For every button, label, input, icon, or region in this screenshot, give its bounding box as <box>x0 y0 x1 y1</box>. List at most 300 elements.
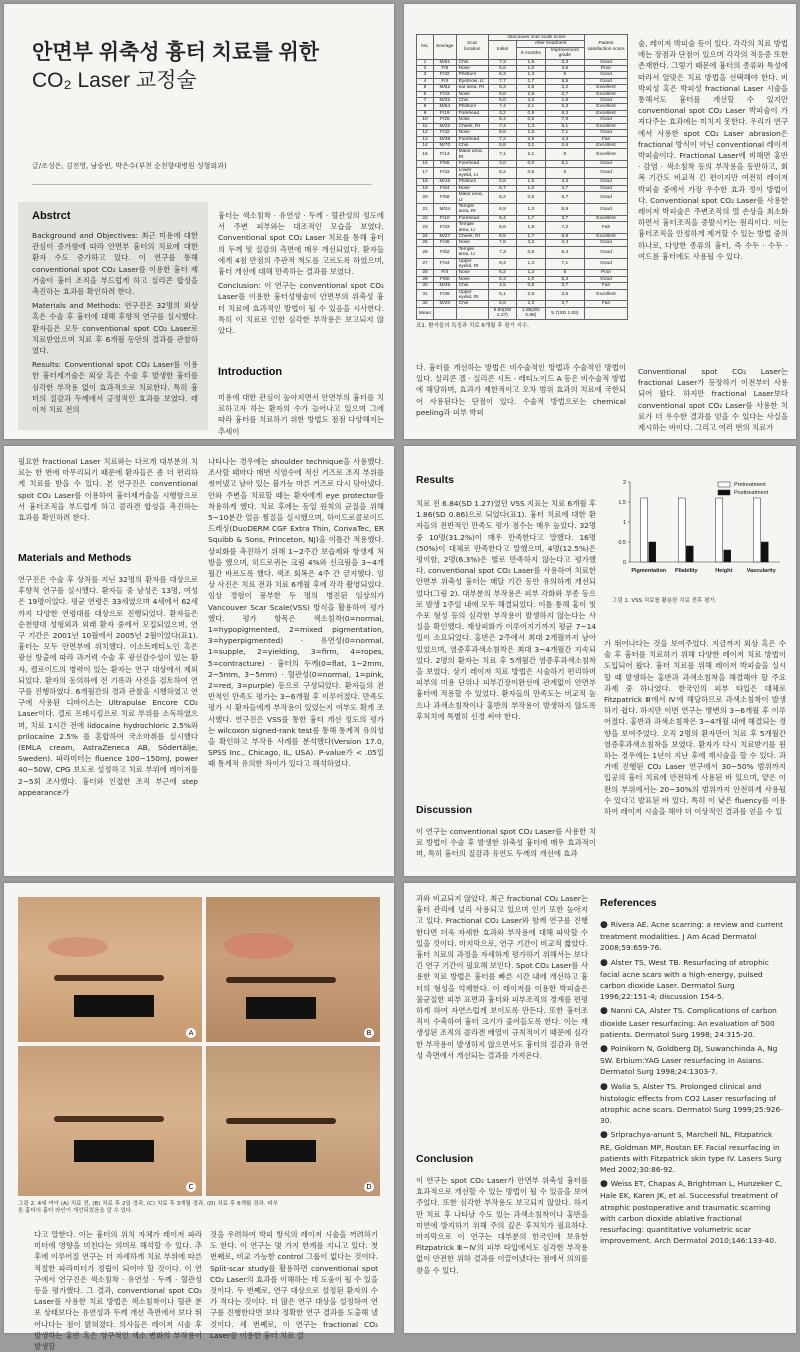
table-cell: 4,3 <box>545 179 584 185</box>
photo-label-c: C <box>186 1182 196 1192</box>
abstract-background: Background and Objectives: 최근 미용에 대한 관심이 증가함에 따라 안면부 흉터의 치료에 대한 환자 수도 증가하고 있다. 이 연구를 통해 conventional spot CO₂ Laser를 이용한 흉터 제거술이 흉터 조직을 부드럽게 하고 실리콘 합성을 촉진하는 효과를 확인하려 한다. <box>32 231 198 297</box>
table-cell: Chin <box>456 98 488 104</box>
reference-text: Rivera AE. Acne scarring: a review and current treatment modalities. J Am Acad Dermatol 2008;59:659-76. <box>600 920 783 953</box>
table-cell: 7,4 <box>488 123 516 129</box>
references-heading: References <box>600 897 657 909</box>
col-group-after: After treatment <box>517 41 585 47</box>
table-cell: M/34 <box>434 203 457 215</box>
abstract-results: Results: Conventional spot CO₂ Laser를 이용한 흉터제거술은 외상 혹은 수술 후 발생한 흉터를 심각한 부작용 없이 효과적으로 치료한다. 특히 흉터의 질감과 두께에서 긍정적인 효과를 보였다. 레이저 치료 전의 <box>32 360 198 415</box>
table-cell: F/10 <box>434 215 457 221</box>
table-cell: Fair <box>585 136 628 142</box>
table-cell: 6 <box>417 91 434 97</box>
table-cell: F/38 <box>434 289 457 301</box>
table-cell: Nose <box>456 130 488 136</box>
table-cell: Good <box>585 59 628 65</box>
table-cell: Excellent <box>585 149 628 161</box>
table-cell: 3,0 <box>488 161 516 167</box>
reference-item <box>600 1178 786 1246</box>
table-cell: 3,2 <box>517 240 545 246</box>
table-cell: 0,5 <box>517 167 545 179</box>
table-cell: 31 <box>417 289 434 301</box>
bullet-icon: ● <box>600 920 611 930</box>
table-cell: Good <box>585 185 628 191</box>
eye-censor-bar <box>74 995 154 1017</box>
table-cell: 8,4 <box>488 258 516 270</box>
figure1-caption: 그림 1. VSS 치료를 활용한 치료 전후 평가. <box>612 598 717 604</box>
table-cell: Excellent <box>585 104 628 110</box>
table-cell: Excellent <box>585 85 628 91</box>
table-cell: 1,3 <box>517 72 545 78</box>
reference-text: Nanni CA, Alster TS. Complications of carbon dioxide Laser resurfacing. An evaluation of 500 patients. Dermatol Surg 1998; 24:315-20. <box>600 1006 777 1039</box>
table-cell: 22 <box>417 215 434 221</box>
page5-col2: 것을 우려하여 박피 방식의 레이저 시술을 꺼려하기도 한다. 이 연구는 몇 가지 한계를 지니고 있다. 첫 번째로, 비교 가능한 control 그룹이 없다는 것이다. Split-scar study를 활용하면 conventional spot CO₂ Laser의 효과를 이해하는 데 도움이 될 수 있을 것이다. 두 번째로, 연구 대상으로 설정된 환자의 수가 적다는 것이다. 더 많은 연구 대상을 설정하여 연구를 진행한다면 보다 정확한 연구 결과를 도출해 낼 것이다. 세 번째로, 이 연구는 fractional CO₂ Laser를 이용한 흉터 치료 결 <box>210 1230 378 1340</box>
legend-label: Pretreatment <box>734 482 766 488</box>
y-tick-label: 0.5 <box>618 540 626 546</box>
table-cell: 7 <box>417 98 434 104</box>
table-cell: 6.84(SD 1.27) <box>488 307 516 319</box>
table-cell: Nose <box>456 117 488 123</box>
abstract-left-text <box>32 230 198 430</box>
discussion-heading: Discussion <box>416 804 473 816</box>
table-cell: 6,2 <box>488 270 516 276</box>
table-cell <box>456 307 488 319</box>
table-cell: 13 <box>417 136 434 142</box>
table-cell: 12 <box>417 130 434 136</box>
reference-text: Polnikorn N, Goldberg DJ, Suwanchinda A, Ng SW. Erbium:YAG Laser resurfacing in Asians. Dermatol Surg 1998;24:1303-7. <box>600 1044 778 1077</box>
reference-item <box>600 1005 786 1040</box>
reference-item <box>600 1043 786 1078</box>
table-cell: Excellent <box>585 234 628 240</box>
discussion-right-column: 가 뛰어나다는 것을 보여주었다. 지금까지 외상 혹은 수술 후 흉터를 치료하기 위해 다양한 레이저 치료 방법이 도입되어 왔다. 흉터 치료를 위해 레이저 박피술을 실시할 때 발생하는 홍반과 과색소침착을 해결해야 할 주요 과제 중 하나였다. 한국인의 피부 타입은 대체로 Fitzpatrick Ⅲ에서 Ⅳ에 해당하므로 과색소침착이 발생하기 쉽다. 하지만 이번 연구는 병변의 3~6개월 후 이루어졌다. 홍반과 과색소침착은 3~4개월 내에 해결되는 경향을 보여주었다. 오직 2명의 환자만이 치료 후 5개월간 염증후과색소침착을 보였다. 환자가 다시 치료받기를 원하는 경우에는 1년이 지난 후에 재시술을 할 수 있다. 과거에 진행된 CO₂ Laser 연구에서 30~50% 범위까지 입공의 흉터 치료에 안전하게 사용된 바 있으며, 얕은 이완의 부위에서는 20~30%의 범위까지 안전하게 사용될 수 있다고 발표된 바 있다. 특히 이 낮은 fluency를 이용하여 레이저 시술을 해야 더 이상적인 결과를 얻을 수 있 <box>604 639 786 817</box>
table-cell: 2,6 <box>545 142 584 148</box>
vss-table-wrap <box>416 34 628 330</box>
table-cell: 5 <box>545 270 584 276</box>
vss-bar-chart <box>604 474 789 594</box>
table-cell: 7,2 <box>545 222 584 234</box>
table-cell: 6,8 <box>545 234 584 240</box>
bullet-icon: ● <box>600 1179 611 1190</box>
photo-d <box>206 1046 380 1196</box>
table-cell: Good <box>585 246 628 258</box>
table-cell: M/70 <box>434 142 457 148</box>
conclusion-heading: Conclusion <box>416 1153 474 1165</box>
reference-item <box>600 1129 786 1175</box>
table-cell: 5,6 <box>488 301 516 307</box>
col-initial: Initial <box>488 41 516 59</box>
table-cell: 18 <box>417 179 434 185</box>
table-cell: 5,3 <box>545 276 584 282</box>
table-cell: 5.7(SD 1.83) <box>545 307 584 319</box>
table-cell: 7,3 <box>488 246 516 258</box>
y-tick-label: 1 <box>622 520 626 526</box>
bullet-icon: ● <box>600 1006 611 1017</box>
table-cell: 5,0 <box>488 98 516 104</box>
table-cell: 1,3 <box>517 123 545 129</box>
photo-label-a: A <box>186 1028 196 1038</box>
table-cell: 1,7 <box>517 234 545 240</box>
table-cell: 19 <box>417 185 434 191</box>
table-cell: 2,1 <box>517 104 545 110</box>
table-cell: 2,6 <box>517 289 545 301</box>
table-cell: F/4 <box>434 78 457 84</box>
table-cell: 1,0 <box>517 185 545 191</box>
table-cell: 16 <box>417 161 434 167</box>
col-improvement: Improvement grade <box>545 47 584 59</box>
abstract-right-text <box>218 210 384 360</box>
table-cell: 3,7 <box>545 283 584 289</box>
table-cell: 0,0 <box>517 161 545 167</box>
chart-bar-posttreatment <box>761 542 768 562</box>
table-cell: 3,2 <box>517 142 545 148</box>
page-5 <box>4 883 394 1352</box>
table-cell: Forehead <box>456 215 488 221</box>
y-tick-label: 2 <box>622 480 626 486</box>
table-cell: 5,4 <box>488 117 516 123</box>
table-cell: 1,8 <box>517 222 545 234</box>
table-cell: 3,2 <box>517 98 545 104</box>
table-cell: 0,5 <box>517 192 545 204</box>
table-cell: F/60 <box>434 276 457 282</box>
table-mean-row <box>417 307 628 319</box>
table-cell: 6,6 <box>488 222 516 234</box>
chart-bar-pretreatment <box>716 498 723 562</box>
photo-label-d: D <box>364 1182 374 1192</box>
bullet-icon: ● <box>600 1044 611 1055</box>
table-cell: 25 <box>417 240 434 246</box>
x-category-label: Pliability <box>674 568 698 574</box>
bullet-icon: ● <box>600 1081 611 1092</box>
table-cell: F/19 <box>434 110 457 116</box>
page-1 <box>4 4 394 439</box>
page6-col1: 과와 비교되지 않았다. 최근 fractional CO₂ Laser는 흉터 관리에 널리 사용되고 있으며 인기 또한 높아지고 있다. Fractional CO₂ Laser와 함께 연구를 진행한다면 더욱 자세한 효과와 부작용에 대해 파악할 수 있을 것이다. 마지막으로, 연구 기간이 비교적 짧았다. 흉터 치료의 과정을 자세하게 평가하기 위해서는 보다 긴 연구 기간이 필요해 보인다. Spot CO₂ Laser를 사용한 치료 방법은 흉터를 빠른 시간 내에 개선하고 흉터의 형성을 억제한다. 이 레이저를 이용한 박피술은 불균질한 피부 표면과 흉터와 피부조직의 경계를 편평하게 하여 자연스럽게 보이도록 만든다. 또한 흉터조직이 수축하여 흉터 크기가 줄어들도록 한다. 이는 재생성된 조직의 콜라겐 배열이 규칙적이기 때문에 심각한 부작용이 발생하지 않으면서도 흉터의 질감과 유연성 측면에서 개선되는 결과를 가져온다. <box>416 894 588 1060</box>
page-6 <box>404 883 796 1333</box>
page-2 <box>404 4 796 439</box>
table-cell: F/54 <box>434 185 457 191</box>
table-cell: 24 <box>417 234 434 240</box>
abstract-conclusion: Conclusion: 이 연구는 conventional spot CO₂ Laser를 이용한 흉터성형술이 안면부의 위축성 흉터 치료에 효과적인 방법이 될 수 있음을 시사한다. 특히 이 치료로 인한 심각한 부작용은 보고되지 않았다. <box>218 281 384 336</box>
table-cell: 1,0 <box>517 66 545 72</box>
table-cell: 4,7 <box>545 185 584 191</box>
col-6months: 6 months <box>517 47 545 59</box>
chart-bar-posttreatment <box>649 542 656 562</box>
x-category-label: Vascularity <box>746 568 776 574</box>
legend-label: Posttreatment <box>734 490 769 496</box>
table-cell: M/32 <box>434 123 457 129</box>
table-cell: F/55 <box>434 161 457 167</box>
table-cell: Nose <box>456 270 488 276</box>
table-cell: 4,4 <box>545 240 584 246</box>
photo-a <box>18 897 202 1042</box>
page3-col2: 나타나는 경우에는 shoulder technique을 사용했다. 조사할 때마다 매번 식염수에 적신 거즈로 조직 부위를 씻어냈고 남아 있는 불가능 마른 거즈로 다시 닦아냈다. 안와 주변을 치료할 때는 환자에게 eye protector를 착용하게 했다. 치료 후에는 동일 원칙의 균질을 위해 5~10분간 얼음 찜질을 실시했으며, 하이드로콜로이드 드레싱(DuoDERM CGF Extra Thin, ConvaTec, ER Squibb & Sons, Princeton, NJ)을 이틀간 적용했다. 상피화를 촉진하기 위해 1~2주간 보습제와 항생제 처방을 했으며, 히드로퀴논 크림 4%와 신크림을 3~4개월간 바르도록 했다. 색조 회복은 4주 간 금지했다. 임상 사진은 치료 전과 치료 6개월 후에 각각 촬영되었다. 임상 경험이 풍부한 두 명의 병진된 임상의가 Vancouver Scar Scale(VSS) 방식을 활용하여 평가했다. 평가 항목은 색소침착(0=normal, 1=hypopigmented, 2=mixed pigmentation, 3=hyperpigmented) · 유연성(0=normal, 1=supple, 2=yielding, 3=firm, 4=ropes, 5=contracture) · 흉터의 두께(0=flat, 1~2mm, 2~5mm, 3~5mm) · 혈관성(0=normal, 1=pink, 2=red, 3=purple) 등으로 구성되었다. 환자들의 전반적인 만족도 평가는 3~6개월 후 이루어졌다. 만족도 평가 시 환자들에게 부작용이 있었는지 여부도 확게 조사했다. 연구진은 VSS를 통한 흉터 개선 정도의 평가는 wilcoxon signed-rank test를 통해 통계적 유의성을 확인하고 부작용 사례를 분석했다(Version 17.0, SPSS Inc., Chicago, IL, USA). P-value가 < .05일 때 통계적 유의한 차이가 있다고 해석하였다. <box>208 457 384 769</box>
table-cell: Nose <box>456 66 488 72</box>
table-cell: 1,7 <box>517 215 545 221</box>
legend-swatch <box>718 482 730 487</box>
table-cell: F/33 <box>434 222 457 234</box>
table-cell: 6,9 <box>488 203 516 215</box>
table-cell: 26 <box>417 246 434 258</box>
table-cell: M/32 <box>434 98 457 104</box>
table-cell: 6,3 <box>545 110 584 116</box>
table-cell: 5,1 <box>488 289 516 301</box>
table-cell: Nose <box>456 240 488 246</box>
chart-bar-posttreatment <box>724 550 731 562</box>
table-cell: 3 <box>417 72 434 78</box>
table-cell: 5,9 <box>545 203 584 215</box>
table-cell: Good <box>585 117 628 123</box>
table-cell: 8,6 <box>488 130 516 136</box>
table-cell <box>434 307 457 319</box>
table-cell: Philtrum <box>456 72 488 78</box>
article-title-line2: CO₂ Laser 교정술 <box>32 69 197 92</box>
table-cell: 4,3 <box>545 136 584 142</box>
table-cell: 11 <box>417 123 434 129</box>
table-row <box>417 246 628 258</box>
table-cell: Good <box>585 161 628 167</box>
table-cell: 5,6 <box>488 66 516 72</box>
table-cell: Good <box>585 72 628 78</box>
table-cell: 3,2 <box>488 110 516 116</box>
table-cell: Nose <box>456 91 488 97</box>
table-cell: Malar area, Rt <box>456 149 488 161</box>
table-cell: 3,3 <box>545 59 584 65</box>
page5-col1: 다고 말한다. 이는 흉터의 위치 자체가 레이저 파라미터에 영향을 미친다는 의미로 해석할 수 있다. 추후에 이루어질 연구는 더 자세하게 치료 부위에 따른 적절한 파라미터가 정립이 되어야 할 것이다. 이 연구에서 연구진은 색소침착 · 유연성 · 두께 · 혈관성 등을 평가했다. 그 결과, conventional spot CO₂ Laser를 사용한 치료 방법은 색소침착이나 혈관 분포 상태보다는 유연성과 두께 개선 측면에서 보다 뛰어나다는 점이 밝혀졌다. 의사들은 레이저 시술 후 발생하는 홍반 혹은 영구적인 색소 변화의 부작용이 발생할 <box>34 1230 202 1352</box>
reference-item <box>600 1081 786 1127</box>
table-cell: Fair <box>585 222 628 234</box>
table-cell: ear area, Rt <box>456 85 488 91</box>
table-cell: 0,9 <box>517 110 545 116</box>
table-cell: Excellent <box>585 110 628 116</box>
col-group-vss: Vancouver scar scale score <box>488 35 584 41</box>
table-cell: M/25 <box>434 283 457 289</box>
table-cell: Upper eyelid, Rt <box>456 289 488 301</box>
table-cell: Good <box>585 258 628 270</box>
table-cell: Temple area, Rt <box>456 203 488 215</box>
table-cell: M/38 <box>434 136 457 142</box>
table-cell: 5 <box>545 149 584 161</box>
table-cell: 1,2 <box>517 270 545 276</box>
table-cell: 1,8 <box>545 98 584 104</box>
table-cell: Lower eyelid, Lt <box>456 167 488 179</box>
table-cell: 6,3 <box>488 72 516 78</box>
y-tick-label: 0 <box>622 560 626 566</box>
table-cell: Forehead <box>456 110 488 116</box>
table-cell: M/16 <box>434 179 457 185</box>
table-cell: 7,1 <box>488 149 516 161</box>
x-category-label: Height <box>715 568 733 574</box>
table-cell: F/6 <box>434 66 457 72</box>
table-cell: Chin <box>456 59 488 65</box>
table-cell: 1,3 <box>517 258 545 270</box>
table-cell: 7,6 <box>488 240 516 246</box>
table-cell: M/27 <box>434 234 457 240</box>
chart-bar-pretreatment <box>678 498 685 562</box>
table-cell: Excellent <box>585 142 628 148</box>
table-cell: Excellent <box>585 215 628 221</box>
table-row <box>417 258 628 270</box>
table-cell: 5,8 <box>488 142 516 148</box>
y-tick-label: 1.5 <box>618 500 626 506</box>
table-cell: 14 <box>417 142 434 148</box>
table-cell: 2,3 <box>517 301 545 307</box>
reference-text: Weiss ET, Chapas A, Brightman L, Hunzeker C, Hale EK, Karen JK, et al. Successful treatment of atrophic postoperative and traumatic scarring with carbon dioxide ablative fractional resurfacing: quantitative volumetric scar improvement. Arch Dermatol 2010;146:133-40. <box>600 1179 783 1246</box>
table-cell: 7,2 <box>488 136 516 142</box>
photo-label-b: B <box>364 1028 374 1038</box>
table-cell: 6,3 <box>488 276 516 282</box>
table-cell: 2,7 <box>545 91 584 97</box>
table-cell: Eyebrow, Lt <box>456 78 488 84</box>
table-cell: 4,5 <box>488 283 516 289</box>
table-cell: 4,6 <box>545 66 584 72</box>
table-cell: F/32 <box>434 72 457 78</box>
vss-table <box>416 34 628 320</box>
page2-bottom-text: Conventional spot CO₂ Laser는 fractional Laser가 등장하기 이전부터 사용되어 왔다. 하지만 fractional Laser보다 conventional spot CO₂ Laser를 사용한 치료가 더 우수한 결과를 얻을 수 있다는 사실을 제시하는 바이다. 그리고 여러 번의 치료가 <box>638 367 788 433</box>
table-cell: 7,7 <box>488 78 516 84</box>
table-cell: 7,1 <box>545 258 584 270</box>
table-cell: F/4 <box>434 270 457 276</box>
table-cell: 27 <box>417 258 434 270</box>
legend-swatch <box>718 490 730 495</box>
table-cell: 3,7 <box>545 215 584 221</box>
table-cell: Forehead <box>456 136 488 142</box>
table-row <box>417 149 628 161</box>
table-cell: 5,5 <box>545 78 584 84</box>
table-cell: 5,8 <box>488 179 516 185</box>
table-cell: Mean <box>417 307 434 319</box>
table-cell: F/46 <box>434 240 457 246</box>
reference-text: Sriprachya-anunt S, Marchell NL, Fitzpatrick RE, Goldman MP, Rostan EF. Facial resurfacing in patients with Fitzpatrick skin type IV. Lasers Surg Med 2002;30:86-92. <box>600 1130 782 1175</box>
eye-censor-bar <box>246 997 316 1019</box>
bullet-icon: ● <box>600 1130 611 1141</box>
table-cell: 1.86(SD 0.86) <box>517 307 545 319</box>
table-cell: 2,8 <box>517 85 545 91</box>
table-cell: 7,4 <box>488 104 516 110</box>
table-row <box>417 222 628 234</box>
table-cell: Excellent <box>585 289 628 301</box>
table-cell: Nose <box>456 276 488 282</box>
table-cell: M/54 <box>434 104 457 110</box>
table-cell: Forehead <box>456 161 488 167</box>
table-cell: 2,1 <box>517 149 545 161</box>
table-cell: F/13 <box>434 149 457 161</box>
table-cell: 5,7 <box>488 185 516 191</box>
table-cell: 6,1 <box>545 161 584 167</box>
table-cell: 23 <box>417 222 434 234</box>
figure2-caption: 그림 2. 4세 여아 (A) 치료 전, (B) 치료 후 2일 경과, (C) 치료 후 3개월 경과, (D) 치료 후 6개월 경과. 피부톤 흉터의 흉터 라인이 개선되었음을 알 수 있다. <box>18 1201 278 1214</box>
table-cell: Philtrum <box>456 179 488 185</box>
introduction-heading: Introduction <box>218 366 283 378</box>
abstract-methods: Materials and Methods: 연구진은 32명의 외상 혹은 수술 후 흉터에 대해 후향적 연구를 실시했다. 환자들은 모두 conventional spot CO₂ Laser로 치료받았으며 치료 후 6개월 동안의 결과를 관찰하였다. <box>32 301 198 356</box>
table-cell: Philtrum <box>456 104 488 110</box>
abstract-heading: Abstrct <box>32 210 71 222</box>
table-cell: F/58 <box>434 192 457 204</box>
conclusion-text: 이 연구는 spot CO₂ Laser가 안면부 위축성 흉터를 효과적으로 개선할 수 있는 방법이 될 수 있음을 보여주었다. 또한 심각한 부작용도 보고되지 않았다. 하지만 치료 후 나타날 수도 있는 과색소침착이나 홍반을 미연에 방지하기 위해 주의 깊은 후처치가 필요하다. 마지막으로 이 연구는 대부분의 한국인에 보유한 Fitzpatrick Ⅲ~Ⅳ의 피부 타입에서도 심각한 부작용 없이 안전한 위하 결과를 이끌어냈다는 점에서 의의를 찾을 수 있다. <box>416 1176 588 1275</box>
discussion-text: 이 연구는 conventional spot CO₂ Laser를 사용한 치료 방법이 수술 후 발생한 위축성 흉터에 매우 효과적이며, 특히 흉터의 질감과 유연도 두께의 개선에 효과 <box>416 827 596 859</box>
reference-text: Alster TS, West TB. Resurfacing of atrophic facial acne scars with a high-energy, pulsed carbon dioxide Laser. Dermatol Surg 1996;22:151-4; discussion 154-5. <box>600 957 769 1002</box>
table-caption: 표1. 환자들의 특징과 치료 6개월 후 평가 지수. <box>416 322 530 329</box>
table-cell: 6,1 <box>545 123 584 129</box>
bullet-icon: ● <box>600 957 611 968</box>
table-cell: Chin <box>456 283 488 289</box>
table-cell: 2,9 <box>517 136 545 142</box>
table-cell: F/43 <box>434 91 457 97</box>
table-cell: 2,9 <box>517 91 545 97</box>
results-text: 치료 전 6.84(SD 1.27)였던 VSS 지표는 치료 6개월 후 1.86(SD 0.86)으로 되었다(표1). 흉터 치료에 대한 환자들의 전반적인 만족도 평가 점수는 매우 높았다. 32명 중 10명(31.2%)이 매우 만족한다고 말했다. 16명(50%)이 대체로 만족한다고 말했으며, 4명(12.5%)은 평이함, 2명(6.3%)은 별로 만족하지 않는다고 평가했다. conventional spot CO₂ Laser를 사용하여 치료한 안면부 위축성 흉터는 매달 기간 동안 유의하게 개선되었다(그림 2). 대부분의 부작용은 피부 각화와 부종 등으로 발생 1주일 내에 모두 해결되었다. 이틀 통해 홍이 및 수포 형성 등의 심각한 부작용이 발생하지 않는다는 사실을 확인했다. 재상피화가 이루어지기까지 평균 7~14일이 소요되었다. 홍반은 2주에서 최대 2개월까지 남아 있었으며, 염증후과색소침착은 최대 3~4개월간 지속되었다. 2명의 환자는 치료 후 5개월간 염증후과색소침착을 보였다. 상기 레이저 치료 방법은 시술하기 편리하며 피부의 미용 단위나 피부긴장이완선에 관계없이 안면부 흉터에 적용할 수 있었다. 환자들의 만족도는 비교적 높으나 과색소침착이나 홍반의 부작용이 발생하지 않도록 후처치에 특별히 신경 써야 한다. <box>416 499 596 721</box>
col-satisfaction: Patient satisfaction score <box>585 35 628 60</box>
table-cell: 6,2 <box>488 167 516 179</box>
table-cell: 5,6 <box>488 91 516 97</box>
table-cell: Good <box>585 98 628 104</box>
table-cell: 4 <box>417 78 434 84</box>
table-cell: 2,5 <box>545 289 584 301</box>
table-cell: 5,3 <box>488 85 516 91</box>
table-cell: 15 <box>417 149 434 161</box>
photo-c <box>18 1046 202 1196</box>
table-cell <box>585 307 628 319</box>
table-cell: 1,7 <box>517 78 545 84</box>
materials-methods-heading: Materials and Methods <box>18 552 132 564</box>
table-cell: F/26 <box>434 117 457 123</box>
page3-col1-top: 필요한 fractional Laser 치료와는 다르게 대부분의 치료는 한 번에 마무리되기 때문에 환자들은 좀 더 편리하게 치료를 받을 수 있다. 본 연구진은 conventional spot CO₂ Laser를 이용하여 흉터제거술을 시행함으로서 흉터조직을 부드럽게 하고 콜라겐 합성을 촉진하는 효과를 확인하려 한다. <box>18 457 198 523</box>
eye-censor-bar <box>246 1140 316 1162</box>
page2-right-column: 술, 레이저 박피술 등이 있다. 각각의 치료 방법에는 장점과 단점이 있으며 각각의 적응증 또한 존재한다. 그렇기 때문에 흉터의 종류와 특성에 따라서 알맞은 치료 방법을 선택해야 한다. 비박피성 혹은 박피성 fractional Laser 시술을 통해서도 흉터를 개선할 수 있지만 conventional spot CO₂ Laser 박피술이 가져다주는 효과에는 미치지 못한다. 우리가 연구에서 사용한 spot CO₂ Laser abrasion은 fractional 방식이 아닌 conventional 레이저 박피술이다. Fractional Laser에 비해면 홍반 · 감염 · 색소침착 등의 부작용을 동반하고, 회복 기간도 비교적 긴 편이지만 여전히 레이저 박피술 중에서 가장 우수한 효과 정이 방법이다. Conventional spot CO₂ Laser를 사용한 레이저 박피술은 주변조직의 열 손상을 최소화하면서 흉터조직을 증발시키는 원리이다. 이는 흉터조직을 안정하게 제거할 수 있는 방법 중의 하나로, 다양한 종류의 흉터, 즉 수두 · 수두 · 여드름 흉터에도 사용될 수 있다. <box>638 39 788 261</box>
page-3 <box>4 446 394 876</box>
table-cell: 20 <box>417 192 434 204</box>
table-cell: Good <box>585 179 628 185</box>
table-cell: 17 <box>417 167 434 179</box>
table-cell: 6,2 <box>488 192 516 204</box>
table-row <box>417 203 628 215</box>
page2-below-table: 다. 흉터를 개선하는 방법은 비수술적인 방법과 수술적인 방법이 있다. 실리콘 겔 · 실리콘 시트 · 레티노이드 A 등은 비수술적 방법에 해당하며, 효과가 제한적이고 오차 범위 효과의 치료에 국한되어 사용된다는 단점이 있다. 수술적 방법으로는 chemical peeling과 피부 박피 <box>416 363 626 417</box>
table-cell: Poor <box>585 66 628 72</box>
table-cell: Upper eyelid, Rt <box>456 258 488 270</box>
table-cell: 8,5 <box>488 234 516 240</box>
table-cell: 2 <box>417 66 434 72</box>
table-row <box>417 167 628 179</box>
page3-col1-methods: 연구진은 수술 후 상처를 지닌 32명의 환자를 대상으로 후향적 연구를 실시했다. 환자들 중 남성은 13명, 여성은 19명이었다. 평균 연령은 33세였으며 4세에서 62세까지 다양한 연령대를 대상으로 진행되었다. 환자들은 순천향대 성형외과 외래 환자 중에서 모집되었으며, 연구 기간은 2001년 10월에서 2005년 2월이었다(표1). 흉터는 모두 안면부에 위치했다. 이소트레티노인 혹은 광선 방출에 따라 과거력 수술 후 광선감수성이 있는 환자, 켈로이드의 병력이 있는 환자는 연구 대상에서 제외되었다. 환자의 동의하에 전 기록과 사진을 검토하여 연구를 진행하였다. 6개월간의 경과 관찰을 시행하였고 연구에 사용된 디바이스는 Ultrapulse Encore CO₂ Laser이다. 결로 프레시킹으로 치료 부위를 소독하였으며, 치료 1시간 전에 lidocaine hydrochloric 2.5%와 prilocaine 2.5% 를 혼합하여 국소마취를 실시했다(EMLA cream, AstraZeneca AB, Södertälje, Sweden). 파라미터는 fluence 100~150mJ, power 40~50W, CPG 보도로 설정하고 치료 부위에 레이저를 2~5회 조사했다. 흉터와 인접한 조직 부근에 step appearance가 <box>18 575 198 797</box>
table-cell: 1,5 <box>517 59 545 65</box>
table-cell: Temple area, Lt <box>456 246 488 258</box>
table-cell: Cheek, Rt <box>456 123 488 129</box>
table-cell: M/20 <box>434 301 457 307</box>
table-cell: 7,9 <box>545 117 584 123</box>
table-cell: Fair <box>585 301 628 307</box>
table-cell: 0,5 <box>517 117 545 123</box>
table-cell: 0,8 <box>517 283 545 289</box>
table-row <box>417 289 628 301</box>
table-cell: 1 <box>417 59 434 65</box>
article-title-line1: 안면부 위축성 흉터 치료를 위한 <box>32 41 320 64</box>
col-location: Scar location <box>456 35 488 60</box>
table-cell: 5,7 <box>545 192 584 204</box>
table-cell: Cheek, Rt <box>456 234 488 240</box>
references-list <box>600 919 786 1327</box>
table-cell: 2,7 <box>545 301 584 307</box>
table-cell: 21 <box>417 203 434 215</box>
table-row <box>417 192 628 204</box>
table-cell: 1,0 <box>517 276 545 282</box>
table-cell: Temple area, Lt <box>456 222 488 234</box>
table-cell: 1,0 <box>517 203 545 215</box>
table-cell: F/32 <box>434 130 457 136</box>
chart-bar-posttreatment <box>686 546 693 562</box>
table-cell: F/33 <box>434 167 457 179</box>
table-cell: Good <box>585 276 628 282</box>
page-4 <box>404 446 796 876</box>
table-cell: Excellent <box>585 123 628 129</box>
table-cell: F/52 <box>434 246 457 258</box>
table-cell: 6 <box>545 167 584 179</box>
table-cell: Fair <box>585 283 628 289</box>
